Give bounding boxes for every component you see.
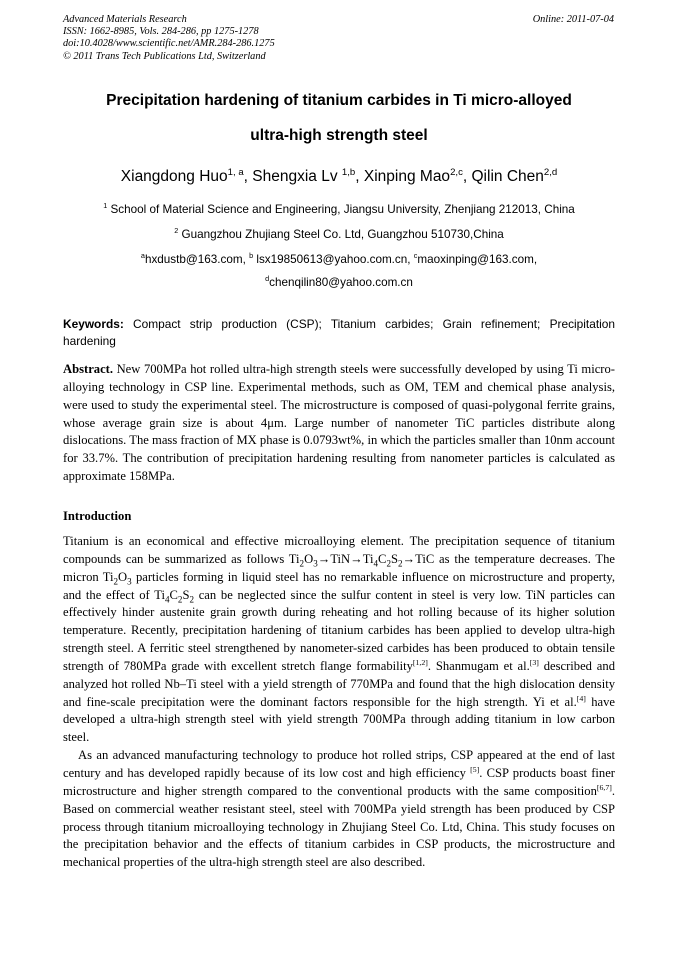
citation: [6,7] — [596, 782, 612, 792]
email-link: maoxinping@163.com, — [417, 253, 538, 266]
paper-title-line-2: ultra-high strength steel — [250, 127, 428, 144]
email-link: lsx19850613@yahoo.com.cn, — [253, 253, 414, 266]
email-mark: d — [265, 274, 270, 284]
affiliation-text: Guangzhou Zhujiang Steel Co. Ltd, Guangzhou 510730,China — [181, 228, 504, 241]
email-mark: c — [413, 251, 418, 261]
introduction-heading: Introduction — [63, 509, 132, 523]
abstract-section — [63, 361, 615, 486]
journal-header — [63, 14, 275, 63]
keywords-section — [63, 316, 615, 349]
citation: [1,2] — [412, 657, 428, 667]
email-mark: b — [249, 251, 254, 261]
author-name: Qilin Chen — [471, 168, 544, 185]
affiliation-mark: 1 — [103, 201, 108, 211]
journal-name: Advanced Materials Research — [63, 14, 187, 25]
online-date: Online: 2011-07-04 — [532, 14, 614, 25]
citation: [4] — [576, 693, 586, 703]
copyright-line: © 2011 Trans Tech Publications Ltd, Switzerland — [63, 50, 266, 62]
author-list: Xiangdong Huo$^{1, a}$, Shengxia Lv $^{1,b}$, Xinping Mao$^{2,c}$, Qilin Chen$^{2,d}$ — [120, 166, 558, 185]
author-affiliation-mark: 2,d — [543, 166, 558, 178]
author-name: Xinping Mao — [363, 168, 451, 185]
affiliation-mark: 2 — [174, 226, 179, 236]
paper-title-line-1: Precipitation hardening of titanium carbides in Ti micro-alloyed — [106, 92, 572, 109]
introduction-body — [63, 533, 615, 872]
abstract-text: New 700MPa hot rolled ultra-high strength steels were successfully developed by using Ti micro-alloying technology in CSP line. Experimental methods, such as OM, TEM and chemical phase analysis, were used to study the experimental steel. The microstructure is composed of quasi-polygonal ferrite grains, whose average grain size is about 4μm. Large number of nanometer TiC particles distribute along dislocations. The mass fraction of MX phase is 0.0793wt%, in which the particles smaller than 10nm account for 33.7%. The contribution of precipitation hardening resulting from nanometer particles is calculated as approximate 158MPa. — [63, 362, 615, 484]
affiliation-2 — [40, 228, 638, 241]
citation: [3] — [529, 657, 539, 667]
email-link: hxdustb@163.com, — [144, 253, 250, 266]
citation: [5] — [470, 764, 480, 774]
author-affiliation-mark: 1,b — [341, 166, 356, 178]
paragraph: Titanium is an economical and effective microalloying element. The precipitation sequence of titanium compounds can be summarized as follows $Ti_2O_3\to TiN\to Ti_4C_2S_2\to TiC$ as the temperature decreases. The micron $Ti_2O_3$ particles forming in liquid steel has no remarkable influence on microstructure and property, and the effect of $Ti_4C_2S_2$ can be neglected since the sulfur content in steel is very low. TiN particles can effectively hinder austenite grain growth during reheating and hot rolling because of its higher solution temperature. Recently, precipitation hardening of titanium carbides has been applied to develop ultra-high strength steel. A ferritic steel strengthened by nanometer-sized carbides has been produced to obtain tensile strength of 780MPa grade with excellent stretch flange formability[1,2]. Shanmugam et al.[3] described and analyzed hot rolled Nb–Ti steel with a yield strength of 770MPa and found that the high dislocation density and fine-scale precipitation were the dominant factors responsible for the high strength. Yi et al.[4] have developed a ultra-high strength steel with yield strength 700MPa through adding titanium in low carbon steel. — [63, 534, 616, 745]
keywords-label: Keywords: — [63, 317, 124, 331]
affiliation-1 — [40, 203, 638, 216]
author-affiliation-mark: 1, a — [227, 166, 244, 178]
issn-line: ISSN: 1662-8985, Vols. 284-286, pp 1275-1278 — [63, 26, 259, 38]
email-link: chenqilin80@yahoo.com.cn — [269, 276, 413, 289]
paragraph: As an advanced manufacturing technology to produce hot rolled strips, CSP appeared at the end of last century and has developed rapidly because of its low cost and high efficiency [5]. CSP products boast finer microstructure and higher strength compared to the conventional products with the same composition[6,7]. Based on commercial weather resistant steel, steel with 700MPa yield strength has been produced by CSP process through titanium microalloying technology in Zhujiang Steel Co. Ltd, China. This study focuses on the precipitation behavior and the effects of titanium carbides in CSP products, the microstructure and mechanical properties of the ultra-high strength steel are also described. — [63, 748, 615, 870]
author-emails-line-1 — [40, 253, 638, 266]
author-name: Shengxia Lv — [252, 168, 342, 185]
author-name: Xiangdong Huo — [120, 168, 228, 185]
keywords-text: Compact strip production (CSP); Titanium carbides; Grain refinement; Precipitation hardening — [63, 317, 615, 348]
author-emails-line-2 — [40, 276, 638, 289]
email-mark: a — [140, 251, 145, 261]
affiliation-text: School of Material Science and Engineering, Jiangsu University, Zhenjiang 212013, China — [110, 203, 575, 216]
author-affiliation-mark: 2,c — [450, 166, 463, 178]
doi-line: doi:10.4028/www.scientific.net/AMR.284-286.1275 — [63, 38, 275, 50]
abstract-label: Abstract. — [63, 362, 114, 376]
